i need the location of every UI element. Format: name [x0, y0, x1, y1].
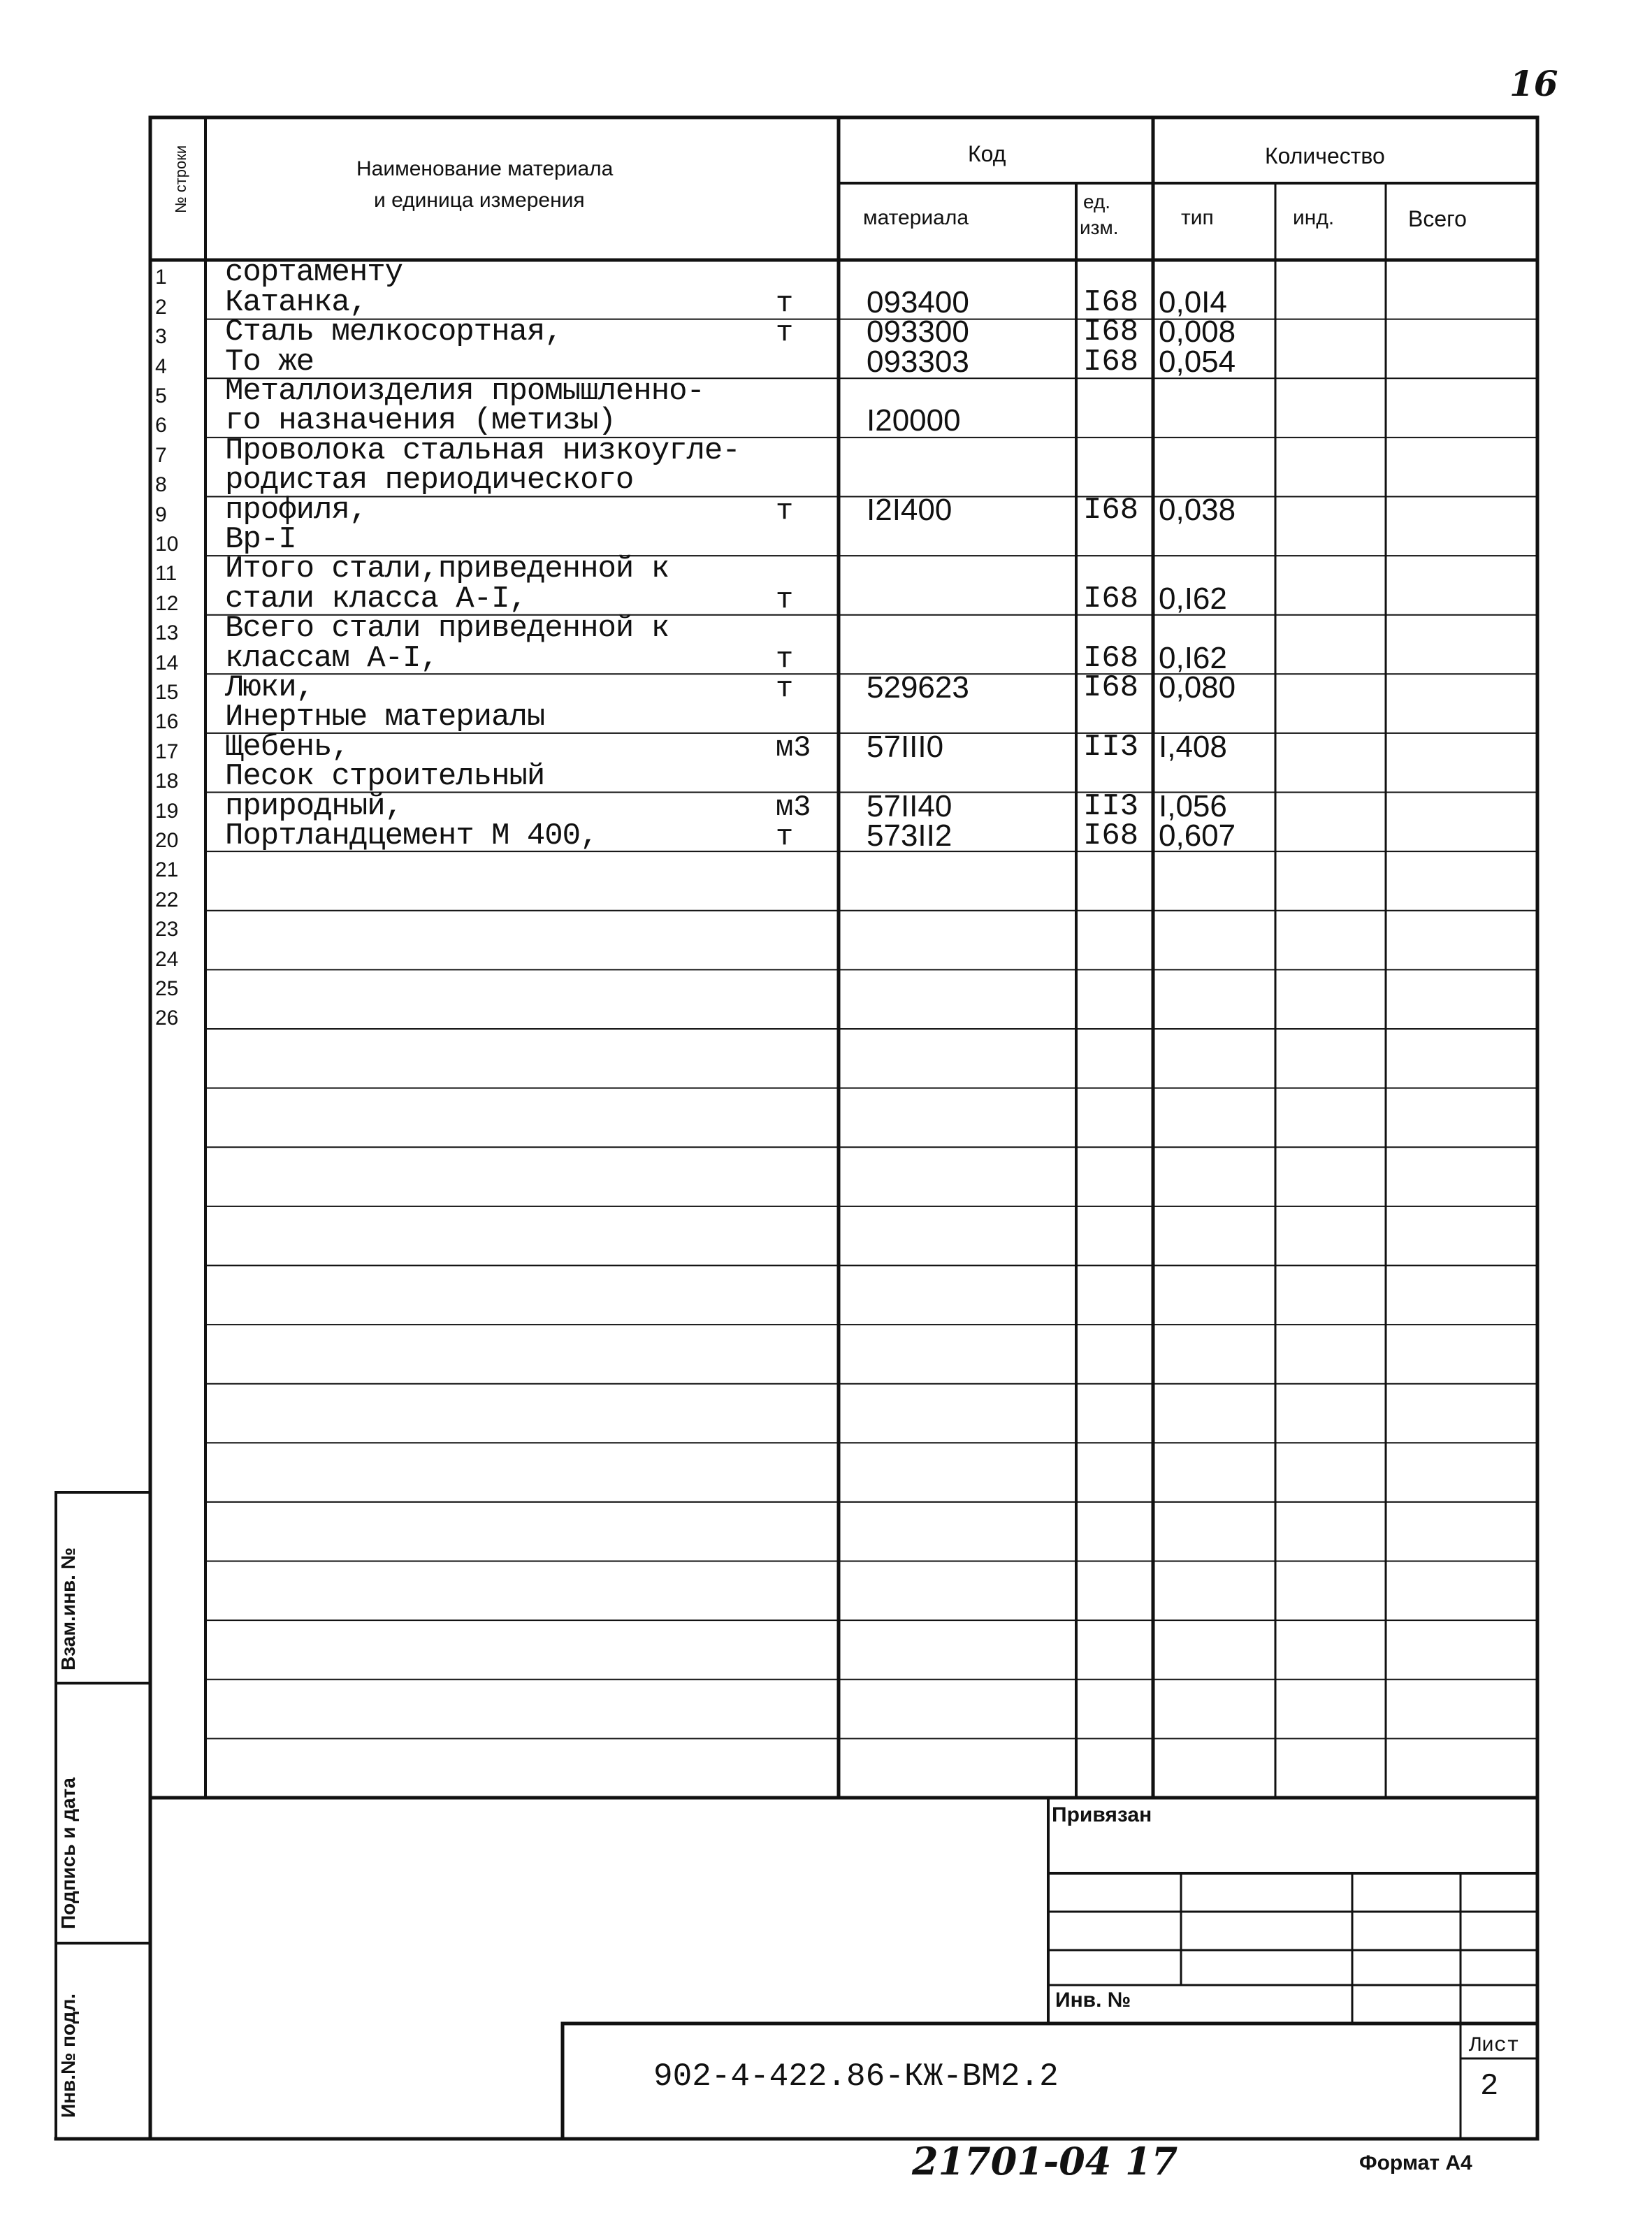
row-number: 20 — [155, 828, 179, 852]
unit-of-measure: т — [776, 671, 794, 705]
sheet-label: Лист — [1469, 2034, 1520, 2058]
material-code: 093300 — [867, 315, 969, 349]
material-name: профиля, — [225, 492, 368, 528]
row-number: 22 — [155, 888, 179, 911]
stamp-inv-podl-label: Инв.№ подл. — [57, 1993, 79, 2118]
material-name: Всего стали приведенной к — [225, 611, 669, 647]
unit-code: I68 — [1083, 670, 1139, 705]
unit-code-header-line2: изм. — [1080, 217, 1119, 238]
format-label: Формат А4 — [1359, 2151, 1472, 2174]
row-number: 19 — [155, 799, 179, 823]
row-number: 3 — [155, 325, 167, 349]
name-header-line2: и единица измерения — [374, 189, 585, 212]
table-row — [0, 853, 1652, 882]
material-name: классам А-I, — [225, 640, 438, 676]
row-number: 12 — [155, 591, 179, 615]
material-code: 529623 — [867, 670, 969, 705]
row-number: 24 — [155, 947, 179, 971]
unit-code: I68 — [1083, 284, 1139, 320]
quantity-type: 0,0I4 — [1159, 284, 1227, 319]
material-code-header: материала — [863, 206, 969, 229]
row-number: 16 — [155, 710, 179, 734]
copy-number: 17 — [1125, 2139, 1178, 2184]
material-name: Песок строительный — [225, 759, 545, 795]
unit-of-measure: м3 — [776, 730, 811, 765]
row-number: 17 — [155, 740, 179, 763]
quantity-type: 0,I62 — [1159, 640, 1227, 675]
qty-total-header: Всего — [1408, 206, 1467, 231]
material-name: сортаменту — [225, 255, 403, 291]
material-code: 573II2 — [867, 818, 952, 853]
qty-group-header: Количество — [1265, 143, 1385, 168]
row-number-header: № строки — [172, 145, 189, 213]
unit-code: I68 — [1083, 818, 1139, 853]
material-name: Металлоизделия промышленно- — [225, 373, 704, 409]
material-name: природный, — [225, 788, 403, 824]
row-number: 8 — [155, 473, 167, 497]
material-name: Инертные материалы — [225, 700, 545, 735]
unit-of-measure: т — [776, 819, 794, 853]
material-code: 093400 — [867, 284, 969, 319]
material-name: Портландцемент М 400, — [225, 818, 598, 853]
table-row — [0, 818, 1652, 853]
material-name: Вр-I — [225, 521, 296, 557]
row-number: 18 — [155, 770, 179, 793]
unit-code: II3 — [1083, 788, 1139, 824]
row-number: 10 — [155, 532, 179, 556]
material-code: I2I400 — [867, 492, 952, 527]
unit-code: I68 — [1083, 492, 1139, 528]
row-number: 5 — [155, 384, 167, 407]
material-name: Люки, — [225, 670, 314, 705]
qty-ind-header: инд. — [1293, 206, 1335, 229]
unit-code: I68 — [1083, 640, 1139, 676]
unit-code: II3 — [1083, 729, 1139, 765]
row-number: 2 — [155, 295, 167, 319]
unit-code: I68 — [1083, 344, 1139, 380]
row-number: 11 — [155, 562, 177, 586]
unit-code-header-line1: ед. — [1083, 191, 1111, 212]
quantity-type: I,056 — [1159, 788, 1227, 823]
unit-of-measure: м3 — [776, 790, 811, 824]
material-name: го назначения (метизы) — [225, 403, 616, 439]
document-code: 902-4-422.86-КЖ-ВМ2.2 — [653, 2058, 1059, 2095]
sheet-number: 2 — [1480, 2069, 1499, 2104]
row-number: 15 — [155, 680, 179, 704]
table-row — [0, 942, 1652, 971]
row-number: 23 — [155, 918, 179, 942]
material-code: 57II40 — [867, 788, 952, 823]
stamp-vzam-label: Взам.инв. № — [57, 1548, 79, 1671]
material-name: Катанка, — [225, 284, 368, 320]
page-number: 16 — [1509, 63, 1558, 104]
row-number: 4 — [155, 354, 167, 378]
unit-of-measure: т — [776, 286, 794, 320]
material-name: Сталь мелкосортная, — [225, 315, 563, 350]
code-group-header: Код — [968, 141, 1006, 166]
material-name: родистая периодического — [225, 463, 634, 498]
qty-type-header: тип — [1181, 206, 1214, 229]
row-number: 26 — [155, 1007, 179, 1030]
quantity-type: 0,I62 — [1159, 581, 1227, 616]
table-row — [0, 1001, 1652, 1030]
unit-of-measure: т — [776, 642, 794, 676]
quantity-type: 0,054 — [1159, 344, 1236, 379]
quantity-type: 0,080 — [1159, 670, 1236, 705]
row-number: 13 — [155, 621, 179, 645]
unit-code: I68 — [1083, 315, 1139, 350]
material-code: 093303 — [867, 344, 969, 379]
unit-of-measure: т — [776, 582, 794, 616]
material-name: стали класса А-I, — [225, 581, 527, 616]
table-row — [0, 882, 1652, 911]
inv-no-label: Инв. № — [1055, 1989, 1131, 2012]
quantity-type: 0,607 — [1159, 818, 1236, 853]
material-name: То же — [225, 344, 314, 380]
privyazan-label: Привязан — [1052, 1803, 1152, 1826]
quantity-type: I,408 — [1159, 729, 1227, 764]
material-name: Щебень, — [225, 729, 349, 765]
name-header-line1: Наименование материала — [356, 157, 614, 180]
table-row — [0, 912, 1652, 942]
row-number: 25 — [155, 976, 179, 1000]
quantity-type: 0,038 — [1159, 492, 1236, 527]
material-name: Итого стали,приведенной к — [225, 551, 669, 587]
material-code: 57III0 — [867, 729, 944, 764]
row-number: 14 — [155, 651, 179, 675]
material-code: I20000 — [867, 403, 961, 438]
row-number: 21 — [155, 858, 179, 882]
unit-code: I68 — [1083, 581, 1139, 616]
table-row — [0, 972, 1652, 1001]
row-number: 1 — [155, 266, 167, 289]
row-number: 9 — [155, 503, 167, 526]
stamp-podpis-label: Подпись и дата — [57, 1777, 79, 1929]
unit-of-measure: т — [776, 493, 794, 528]
quantity-type: 0,008 — [1159, 315, 1236, 349]
row-number: 7 — [155, 443, 167, 467]
unit-of-measure: т — [776, 316, 794, 350]
material-name: Проволока стальная низкоугле- — [225, 433, 740, 468]
archive-number: 21701-04 — [912, 2139, 1112, 2184]
row-number: 6 — [155, 414, 167, 438]
